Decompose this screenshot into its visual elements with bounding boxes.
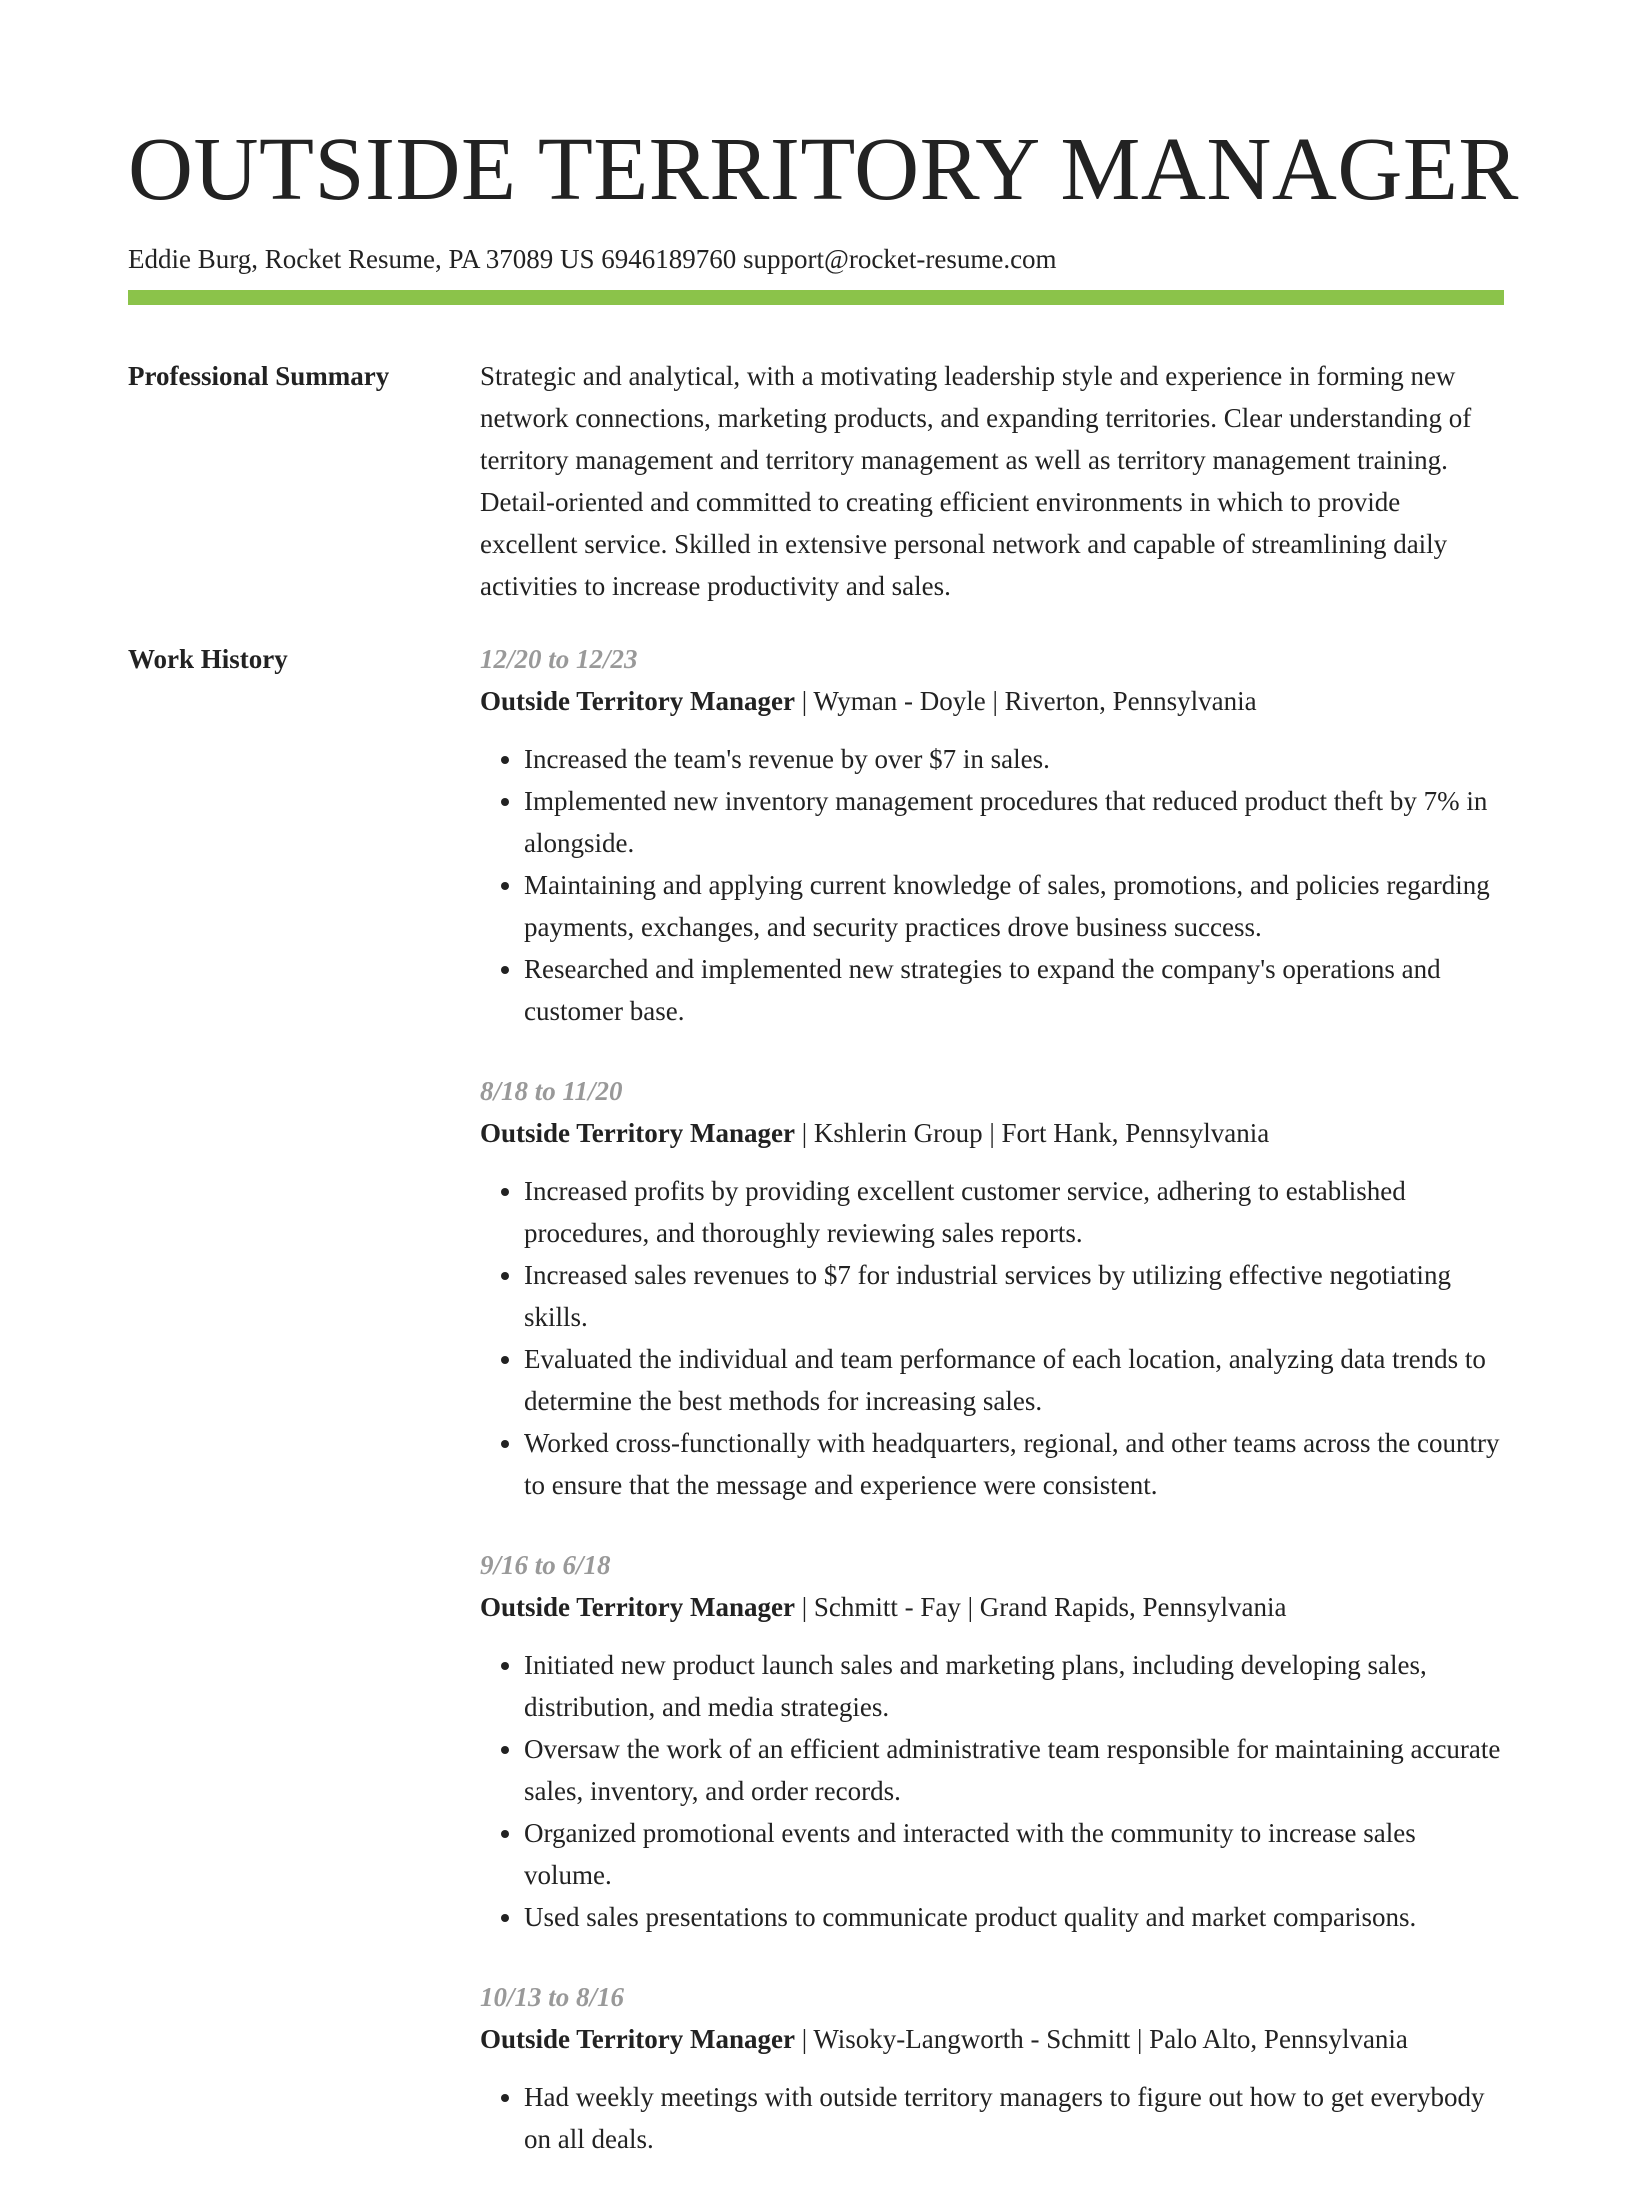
job-entry [480, 1070, 1504, 1506]
job-heading: Outside Territory Manager | Wyman - Doyle | Riverton, Pennsylvania [480, 686, 1257, 716]
job-location: Palo Alto, Pennsylvania [1149, 2024, 1408, 2054]
contact-line: Eddie Burg, Rocket Resume, PA 37089 US 6946189760 support@rocket-resume.com [128, 244, 1057, 274]
accent-divider [128, 290, 1504, 305]
job-heading: Outside Territory Manager | Kshlerin Group | Fort Hank, Pennsylvania [480, 1118, 1270, 1148]
job-bullet-list [480, 1170, 1504, 1506]
job-bullet: • Worked cross-functionally with headquarters, regional, and other teams across the country to ensure that the message and experience were consistent. [524, 1422, 1504, 1506]
job-entry [480, 1544, 1504, 1938]
job-dates: 9/16 to 6/18 [480, 1550, 611, 1580]
job-bullet: • Initiated new product launch sales and marketing plans, including developing sales, distribution, and media strategies. [524, 1644, 1504, 1728]
job-dates: 10/13 to 8/16 [480, 1982, 625, 2012]
job-bullet: • Used sales presentations to communicate product quality and market comparisons. [524, 1896, 1504, 1938]
job-bullet: • Organized promotional events and interacted with the community to increase sales volume. [524, 1812, 1504, 1896]
job-bullet: • Implemented new inventory management procedures that reduced product theft by 7% in alongside. [524, 780, 1504, 864]
job-bullet: • Researched and implemented new strategies to expand the company's operations and customer base. [524, 948, 1504, 1032]
job-company: Wyman - Doyle [813, 686, 986, 716]
summary-section [128, 355, 1504, 607]
job-dates: 12/20 to 12/23 [480, 644, 638, 674]
job-bullet: • Increased sales revenues to $7 for industrial services by utilizing effective negotiating skills. [524, 1254, 1504, 1338]
job-title: Outside Territory Manager [480, 2024, 795, 2054]
job-title: Outside Territory Manager [480, 686, 795, 716]
contact-phone: 6946189760 [601, 244, 737, 274]
work-history-section [128, 638, 1504, 2198]
contact-email: support@rocket-resume.com [743, 244, 1057, 274]
work-history-heading: Work History [128, 644, 288, 674]
resume-title: OUTSIDE TERRITORY MANAGER [128, 120, 1519, 219]
job-bullet: • Increased the team's revenue by over $7 in sales. [524, 738, 1504, 780]
resume-page [128, 0, 1519, 2198]
job-bullet: • Increased profits by providing excellent customer service, adhering to established procedures, and thoroughly reviewing sales reports. [524, 1170, 1504, 1254]
job-title: Outside Territory Manager [480, 1118, 795, 1148]
job-bullet: • Maintaining and applying current knowledge of sales, promotions, and policies regarding payments, exchanges, and security practices drove business success. [524, 864, 1504, 948]
job-bullet: • Oversaw the work of an efficient administrative team responsible for maintaining accurate sales, inventory, and order records. [524, 1728, 1504, 1812]
job-bullet: • Evaluated the individual and team performance of each location, analyzing data trends to determine the best methods for increasing sales. [524, 1338, 1504, 1422]
job-location: Riverton, Pennsylvania [1004, 686, 1257, 716]
work-history-list [480, 638, 1504, 2198]
job-entry [480, 1976, 1504, 2160]
job-bullet: • Had weekly meetings with outside territory managers to figure out how to get everybody on all deals. [524, 2076, 1504, 2160]
job-company: Schmitt - Fay [813, 1592, 961, 1622]
job-dates: 8/18 to 11/20 [480, 1076, 623, 1106]
job-location: Grand Rapids, Pennsylvania [979, 1592, 1287, 1622]
contact-location: PA 37089 US [448, 244, 595, 274]
job-bullet-list [480, 738, 1504, 1032]
job-company: Wisoky-Langworth - Schmitt [813, 2024, 1131, 2054]
job-company: Kshlerin Group [813, 1118, 983, 1148]
job-entry [480, 638, 1504, 1032]
job-heading: Outside Territory Manager | Schmitt - Fay | Grand Rapids, Pennsylvania [480, 1592, 1287, 1622]
summary-text: Strategic and analytical, with a motivating leadership style and experience in forming new network connections, marketing products, and expanding territories. Clear understanding of territory management and territory management as well as territory management training. Detail-oriented and committed to creating efficient environments in which to provide excellent service. Skilled in extensive personal network and capable of streamlining daily activities to increase productivity and sales. [480, 361, 1472, 601]
job-title: Outside Territory Manager [480, 1592, 795, 1622]
job-location: Fort Hank, Pennsylvania [1001, 1118, 1270, 1148]
job-heading: Outside Territory Manager | Wisoky-Langworth - Schmitt | Palo Alto, Pennsylvania [480, 2024, 1408, 2054]
contact-name: Eddie Burg [128, 244, 252, 274]
job-bullet-list [480, 1644, 1504, 1938]
job-bullet-list [480, 2076, 1504, 2160]
summary-heading: Professional Summary [128, 361, 390, 391]
contact-company: Rocket Resume [264, 244, 435, 274]
